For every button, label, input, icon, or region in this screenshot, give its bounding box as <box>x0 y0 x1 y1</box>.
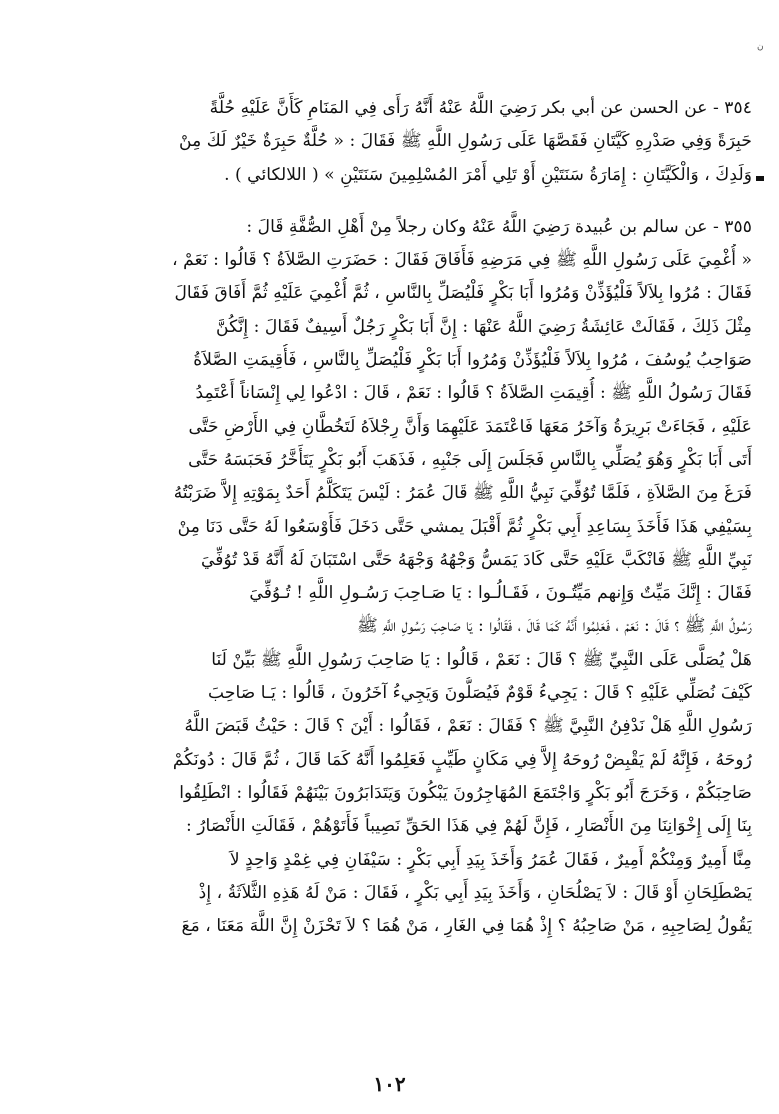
page-number: ١٠٢ <box>373 1072 406 1096</box>
text-line: يَصْطَلِحَانِ أَوْ قَالَ : لاَ يَصْلُحَانِ ، وَأَخَذَ بِيَدِ أَبِي بَكْرٍ ، فَقَالَ : مَنْ لَهُ هَذِهِ الثَّلاَثَةُ ، إِذْ <box>198 882 752 903</box>
entry-354 <box>40 92 752 192</box>
text-line: صَوَاحِبُ يُوسُفَ ، مُرُوا بِلاَلاً فَلْيُؤَذِّنْ وَمُرُوا أَبَا بَكْرٍ فَلْيُصَلِّ بِالنَّاسِ ، فَأُقِيمَتِ الصَّلاَةُ <box>193 350 752 371</box>
text-line: « أُغْمِيَ عَلَى رَسُولِ اللَّهِ ﷺ فِي مَرَضِهِ فَأَفَاقَ فَقَالَ : حَضَرَتِ الصَّلاَةُ ؟ قَالُوا : نَعَمْ ، <box>172 250 752 271</box>
text-line: حَبِرَةً وَفِي صَدْرِهِ كَيَّتَانِ فَقَصَّهَا عَلَى رَسُولِ اللَّهِ ﷺ فَقَالَ : « حُلَّةٌ حَبِرَةٌ خَيْرٌ لَكَ مِنْ <box>179 131 752 152</box>
text-line: ٣٥٤ - عن الحسن عن أبي بكر رَضِيَ اللَّهُ عَنْهُ أَنَّهُ رَأَى فِي المَنَامِ كَأَنَّ عَلَيْهِ حُلَّةً <box>209 98 752 118</box>
text-line: فَقَالَ رَسُولُ اللَّهِ ﷺ : أُقِيمَتِ الصَّلاَةُ ؟ قَالُوا : نَعَمْ ، قَالَ : ادْعُوا لِي إِنْسَاناً أَعْتَمِدُ <box>195 383 752 404</box>
text-line: هَلْ يُصَلَّى عَلَى النَّبِيِّ ﷺ ؟ قَالَ : نَعَمْ ، قَالُوا : يَا صَاحِبَ رَسُولِ اللَّهِ ﷺ بَيِّنْ لَنَا <box>211 649 752 670</box>
text-line: رَسُولُ اللَّهِ ﷺ ؟ قَالَ : نَعَمْ ، فَعَلِمُوا أَنَّهُ كَمَا قَالَ ، فَقَالُوا : يَا صَاحِبَ رَسُولِ اللَّهِ ﷺ <box>356 616 752 637</box>
text-line: صَاحِبَكُمْ ، وَخَرَجَ أَبُو بَكْرٍ وَاجْتَمَعَ المُهَاجِرُونَ يَبْكُونَ وَيَتَدَابَرُونَ بَيْنَهُمْ فَقَالُوا : انْطَلِقُوا <box>179 782 752 803</box>
text-line: رُوحَهُ ، فَإِنَّهُ لَمْ يَقْبِضْ رُوحَهُ إِلاَّ فِي مَكَانٍ طَيِّبٍ فَعَلِمُوا أَنَّهُ كَمَا قَالَ ، ثُمَّ قَالَ : دُونَكُمْ <box>172 749 752 770</box>
text-line: بِنَا إِلَى إِخْوَانِنَا مِنَ الأَنْصَارِ ، فَإِنَّ لَهُمْ فِي هَذَا الحَقِّ نَصِيباً فَأَتَوْهُمْ ، فَقَالَتِ الأَنْصَارُ : <box>185 816 752 837</box>
text-line: أَتَى أَبَا بَكْرٍ وَهُوَ يُصَلِّي بِالنَّاسِ فَجَلَسَ إِلَى جَنْبِهِ ، فَذَهَبَ أَبُو بَكْرٍ يَتَأَخَّرُ فَحَبَسَهُ حَتَّى <box>188 449 752 470</box>
text-line: وَلَدِكَ ، وَالْكَيَّتَانِ : إِمَارَةُ سَنَتَيْنِ أَوْ تَلِي أَمْرَ المُسْلِمِينَ سَنَتَيْنِ » ( اللالكائي ) . <box>224 164 752 185</box>
scan-mark: ن <box>757 42 764 52</box>
text-line: كَيْفَ نُصَلِّي عَلَيْهِ ؟ قَالَ : يَجِيءُ قَوْمٌ فَيُصَلُّونَ وَيَجِيءُ آخَرُونَ ، قَالُوا : يَـا صَاحِبَ <box>208 683 752 704</box>
text-line: عَلَيْهِ ، فَجَاءَتْ بَرِيرَةُ وَآخَرُ مَعَهَا فَاعْتَمَدَ عَلَيْهِمَا وَأَنَّ رِجْلاَهُ لَتَخُطَّانِ فِي الأَرْضِ حَتَّى <box>188 416 752 437</box>
text-line: مِثْلَ ذَلِكَ ، فَقَالَتْ عَائِشَةُ رَضِيَ اللَّهُ عَنْهَا : إِنَّ أَبَا بَكْرٍ رَجُلٌ أَسِيفٌ فَقَالَ : إِنَّكُنَّ <box>216 316 752 337</box>
text-line: نَبِيِّ اللَّهِ ﷺ فَانْكَبَّ عَلَيْهِ حَتَّى كَادَ يَمَسُّ وَجْهُهُ وَجْهَهُ حَتَّى اسْتَبَانَ لَهُ أَنَّهُ قَدْ تُوُفِّيَ <box>200 549 752 570</box>
text-line: بِسَيْفِي هَذَا فَأَخَذَ بِسَاعِدِ أَبِي بَكْرٍ ثُمَّ أَقْبَلَ يمشي حَتَّى دَخَلَ فَأَوْسَعُوا لَهُ حَتَّى دَنَا مِنْ <box>177 516 752 537</box>
text-line: رَسُولِ اللَّهِ هَلْ نَدْفِنُ النَّبِيَّ ﷺ ؟ فَقَالَ : نَعَمْ ، فَقَالُوا : أَيْنَ ؟ قَالَ : حَيْثُ قَبَضَ اللَّهُ <box>184 716 752 737</box>
margin-mark <box>756 176 764 181</box>
text-line: ٣٥٥ - عن سالم بن عُبيدة رَضِيَ اللَّهُ عَنْهُ وكان رجلاً مِنْ أَهْلِ الصُّفَّةِ قَالَ : <box>246 216 752 237</box>
text-line: مِنَّا أَمِيرٌ وَمِنْكُمْ أَمِيرٌ ، فَقَالَ عُمَرُ وَأَخَذَ بِيَدِ أَبِي بَكْرٍ : سَيْفَانِ فِي غِمْدٍ وَاحِدٍ لاَ <box>229 849 752 870</box>
text-line: يَقُولُ لِصَاحِبِهِ ، مَنْ صَاحِبُهُ ؟ إِذْ هُمَا فِي الغَارِ ، مَنْ هُمَا ؟ لاَ تَحْزَنْ إِنَّ اللَّهَ مَعَنَا ، مَعَ <box>181 916 752 937</box>
page-body <box>40 92 752 943</box>
text-line: فَقَالَ : إِنَّكَ مَيِّتٌ وَإِنهم مَيِّتُـونَ ، فَقَـالُـوا : يَا صَـاحِبَ رَسُـولِ اللَّهِ ! تُـوُفِّيَ <box>249 583 752 604</box>
text-line: فَرَغَ مِنَ الصَّلاَةِ ، فَلَمَّا تُوُفِّيَ نَبِيُّ اللَّهِ ﷺ قَالَ عُمَرُ : لَيْسَ يَتَكَلَّمُ أَحَدٌ بِمَوْتِهِ إِلاَّ ضَرَبْتُهُ <box>173 483 752 504</box>
text-line: فَقَالَ : مُرُوا بِلاَلاً فَلْيُؤَذِّنْ وَمُرُوا أَبَا بَكْرٍ فَلْيُصَلِّ بِالنَّاسِ ، ثُمَّ أُغْمِيَ عَلَيْهِ ثُمَّ أَفَاقَ فَقَالَ <box>174 283 752 304</box>
entry-355 <box>40 211 752 944</box>
